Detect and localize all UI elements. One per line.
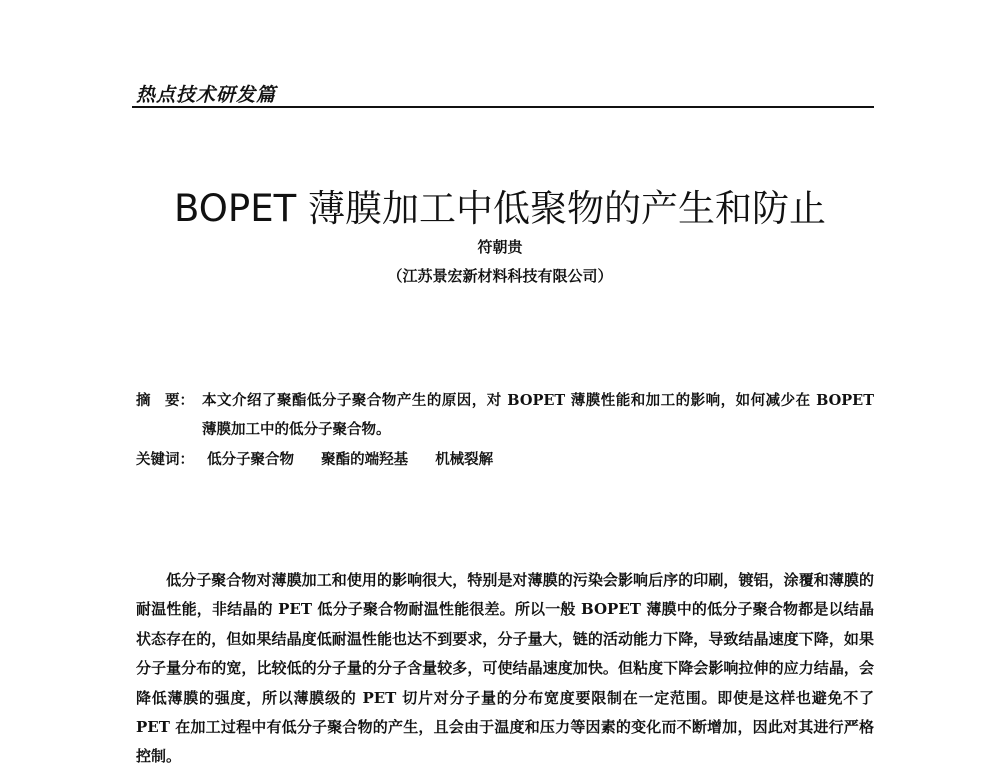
section-header: 热点技术研发篇	[136, 84, 277, 106]
body-paragraph	[136, 566, 874, 772]
abstract-block	[136, 386, 874, 444]
article-author: 符朝贵	[477, 238, 523, 256]
keyword-item: 聚酯的端羟基	[321, 451, 409, 468]
header-divider	[132, 106, 874, 108]
body-paragraph-text: 低分子聚合物对薄膜加工和使用的影响很大，特别是对薄膜的污染会影响后序的印刷，镀铝，涂覆和薄膜的耐温性能，非结晶的 PET 低分子聚合物耐温性能很差。所以一般 BOPET 薄膜中的低分子聚合物都是以结晶状态存在的，但如果结晶度低耐温性能也达不到要求，分子量大，链的活动能力下降，导致结晶速度下降，如果分子量分布的宽，比较低的分子量的分子含量较多，可使结晶速度加快。但粘度下降会影响拉伸的应力结晶，会降低薄膜的强度，所以薄膜级的 PET 切片对分子量的分布宽度要限制在一定范围。即使是这样也避免不了 PET 在加工过程中有低分子聚合物的产生，且会由于温度和压力等因素的变化而不断增加，因此对其进行严格控制。	[136, 571, 874, 766]
keyword-item: 机械裂解	[435, 451, 494, 468]
abstract-label: 摘 要：	[136, 392, 194, 409]
abstract-text: 本文介绍了聚酯低分子聚合物产生的原因，对 BOPET 薄膜性能和加工的影响，如何减少在 BOPET 薄膜加工中的低分子聚合物。	[202, 392, 874, 438]
keywords-label: 关键词：	[136, 451, 194, 468]
article-title: BOPET 薄膜加工中低聚物的产生和防止	[174, 187, 826, 230]
keyword-item: 低分子聚合物	[207, 451, 295, 468]
article-affiliation: （江苏景宏新材料科技有限公司）	[387, 267, 613, 285]
keywords-block	[136, 448, 874, 469]
